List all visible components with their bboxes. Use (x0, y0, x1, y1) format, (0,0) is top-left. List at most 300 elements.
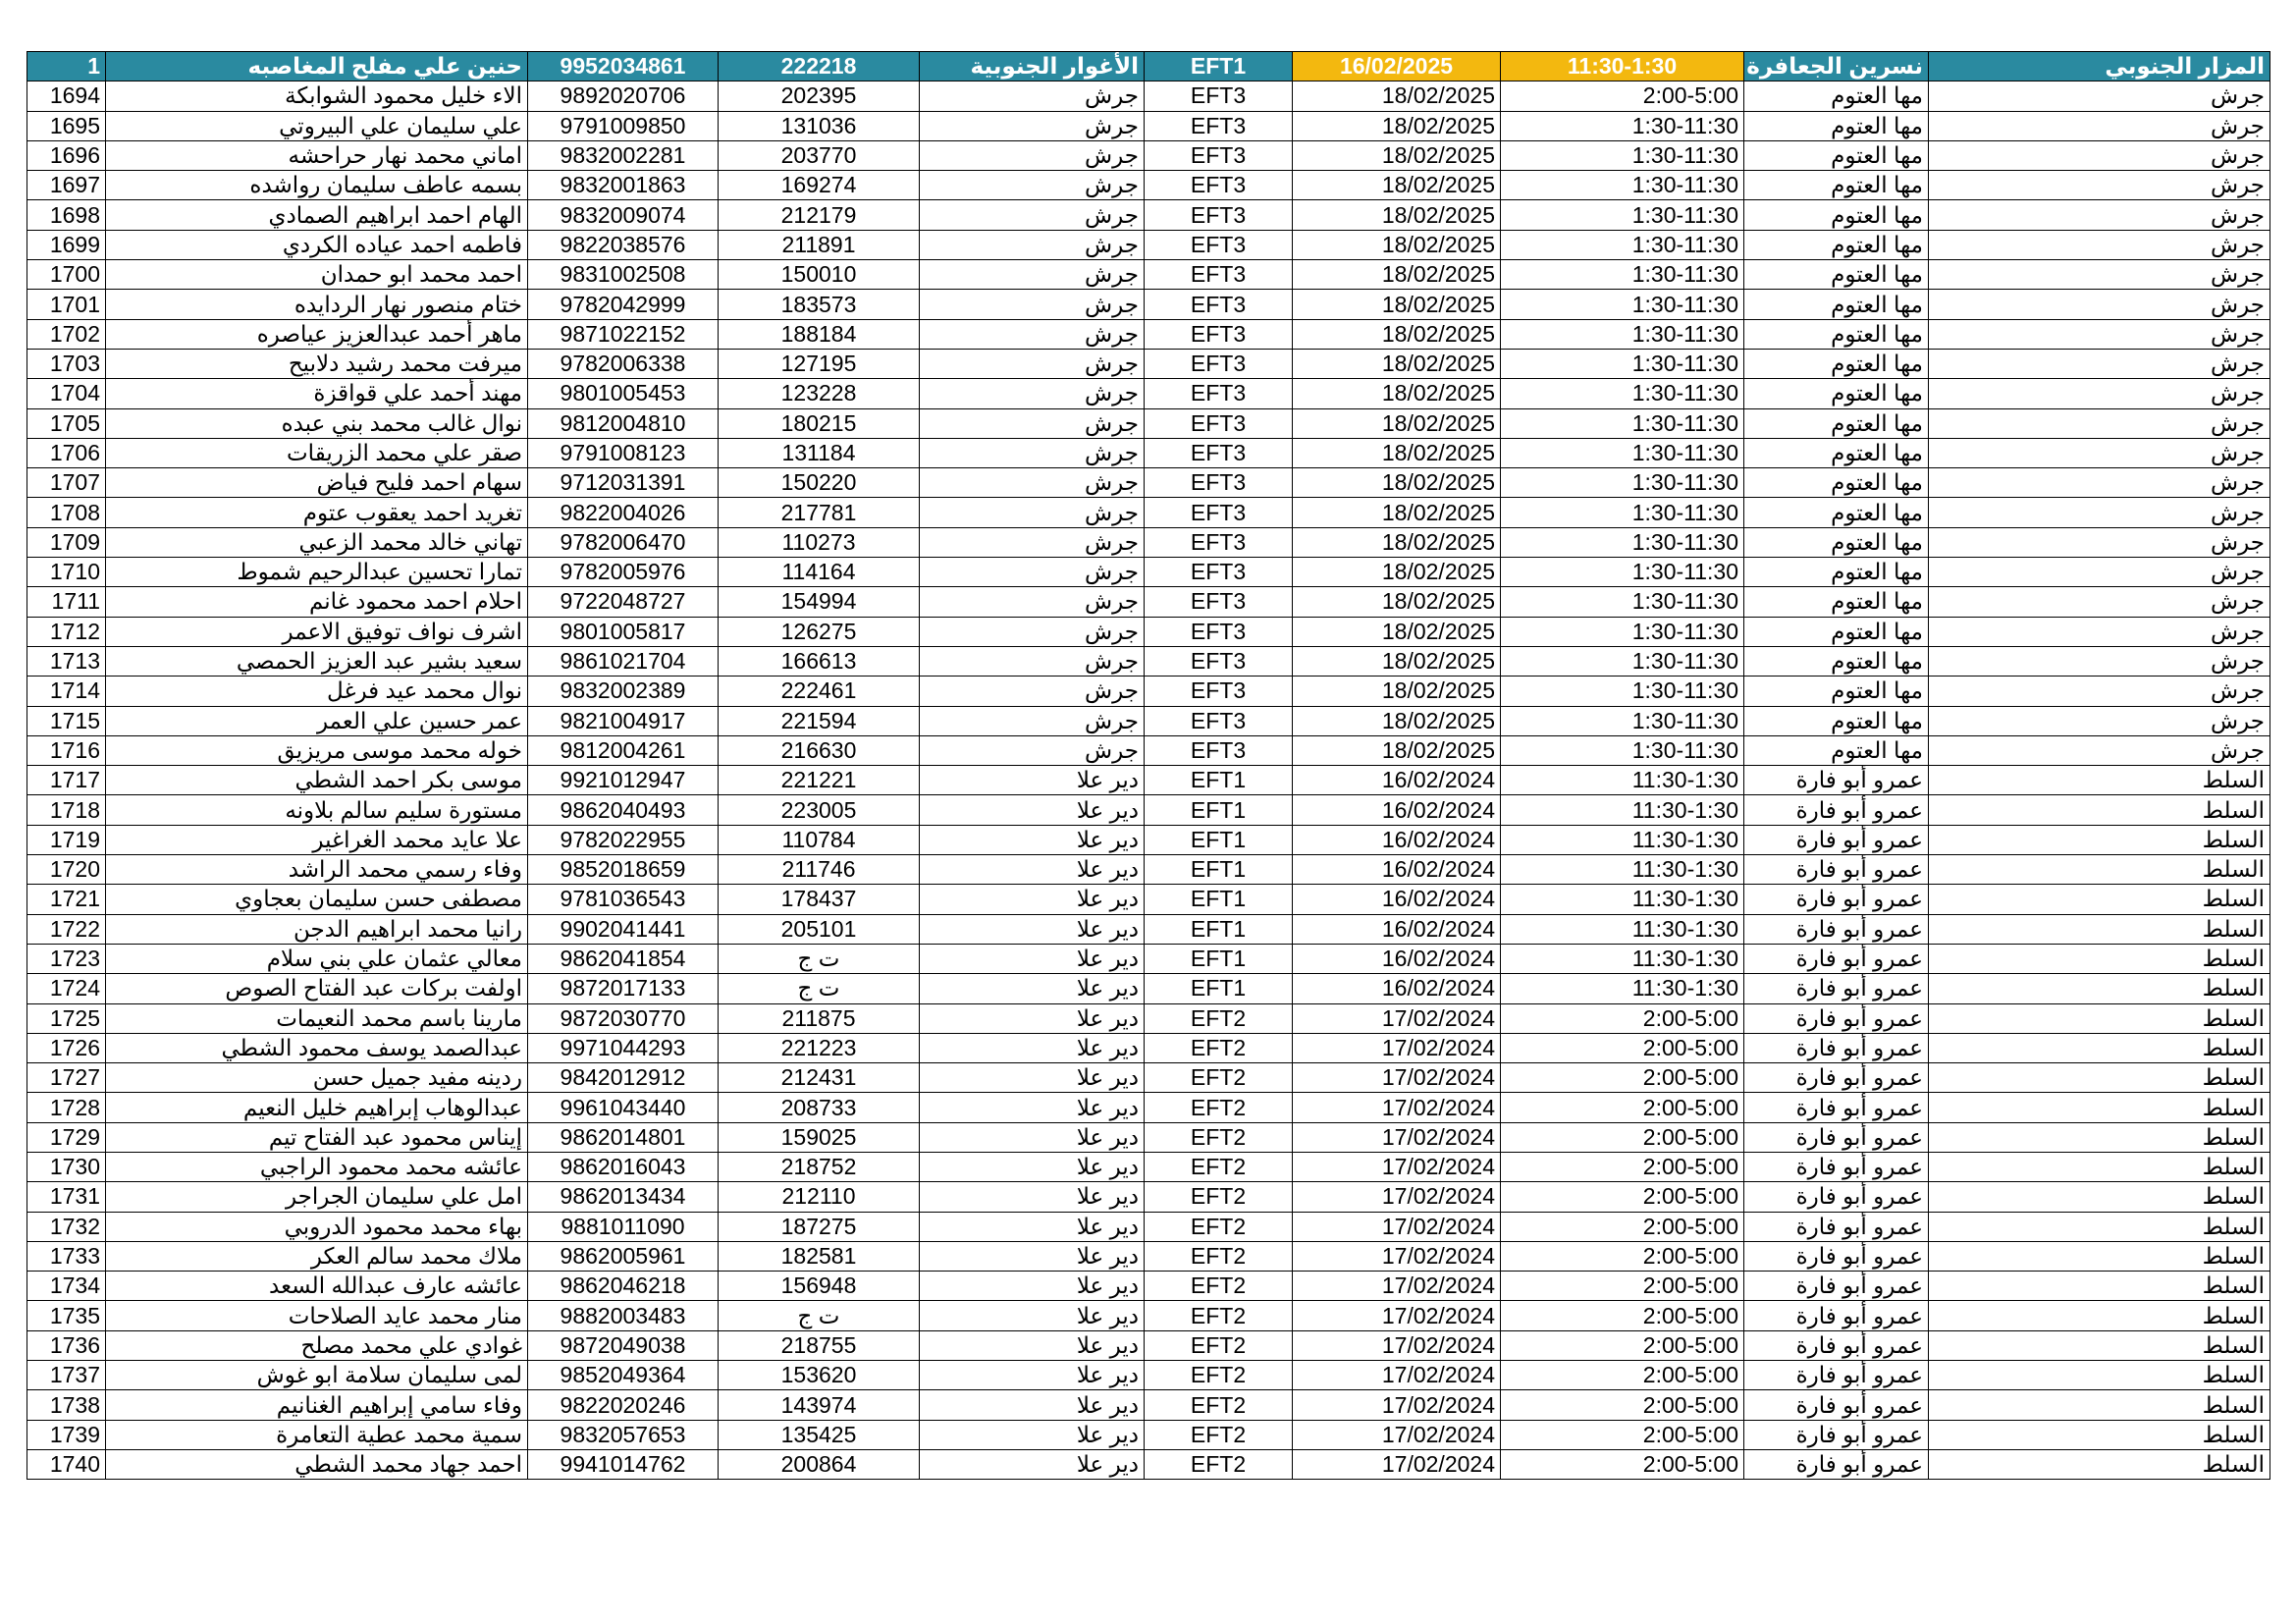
cell-national-id: 9862005961 (528, 1241, 719, 1271)
cell-center: جرش (920, 587, 1145, 617)
cell-national-id: 9722048727 (528, 587, 719, 617)
cell-national-id: 9842012912 (528, 1063, 719, 1093)
cell-date: 17/02/2024 (1293, 1420, 1501, 1449)
header-date: 16/02/2025 (1293, 52, 1501, 81)
cell-time: 11:30-1:30 (1501, 885, 1744, 914)
table-row (27, 379, 2270, 408)
cell-session: EFT2 (1145, 1033, 1293, 1062)
cell-num: 1728 (27, 1093, 106, 1122)
cell-code: 150010 (719, 260, 920, 290)
cell-region: جرش (1929, 408, 2270, 438)
cell-supervisor: عمرو أبو فارة (1744, 885, 1929, 914)
cell-region: السلط (1929, 1003, 2270, 1033)
cell-center: جرش (920, 319, 1145, 349)
cell-time: 1:30-11:30 (1501, 558, 1744, 587)
cell-date: 17/02/2024 (1293, 1301, 1501, 1330)
table-row (27, 677, 2270, 706)
table-row (27, 1390, 2270, 1420)
cell-region: السلط (1929, 766, 2270, 795)
cell-session: EFT2 (1145, 1122, 1293, 1152)
cell-name: فاطمه احمد عياده الكردي (106, 230, 528, 259)
cell-name: عمر حسين علي العمر (106, 706, 528, 735)
cell-session: EFT1 (1145, 885, 1293, 914)
cell-date: 17/02/2024 (1293, 1241, 1501, 1271)
cell-time: 2:00-5:00 (1501, 1182, 1744, 1212)
table-row (27, 1212, 2270, 1241)
cell-session: EFT2 (1145, 1152, 1293, 1181)
cell-session: EFT2 (1145, 1182, 1293, 1212)
cell-supervisor: عمرو أبو فارة (1744, 1212, 1929, 1241)
cell-region: السلط (1929, 855, 2270, 885)
cell-national-id: 9881011090 (528, 1212, 719, 1241)
cell-date: 17/02/2024 (1293, 1063, 1501, 1093)
header-time: 11:30-1:30 (1501, 52, 1744, 81)
cell-code: 169274 (719, 171, 920, 200)
cell-region: السلط (1929, 1420, 2270, 1449)
cell-supervisor: عمرو أبو فارة (1744, 1122, 1929, 1152)
cell-num: 1699 (27, 230, 106, 259)
cell-date: 17/02/2024 (1293, 1182, 1501, 1212)
cell-code: ت ج (719, 944, 920, 973)
cell-supervisor: عمرو أبو فارة (1744, 1361, 1929, 1390)
table-row (27, 81, 2270, 111)
cell-session: EFT3 (1145, 735, 1293, 765)
cell-date: 16/02/2024 (1293, 944, 1501, 973)
cell-center: دير علا (920, 766, 1145, 795)
cell-supervisor: عمرو أبو فارة (1744, 914, 1929, 944)
cell-date: 18/02/2025 (1293, 677, 1501, 706)
header-national-id: 9952034861 (528, 52, 719, 81)
cell-session: EFT2 (1145, 1241, 1293, 1271)
cell-time: 11:30-1:30 (1501, 795, 1744, 825)
cell-name: ميرفت محمد رشيد دلابيح (106, 349, 528, 378)
cell-region: جرش (1929, 646, 2270, 676)
table-row (27, 1152, 2270, 1181)
roster-table (27, 51, 2270, 1480)
cell-num: 1711 (27, 587, 106, 617)
cell-center: دير علا (920, 944, 1145, 973)
cell-name: عبدالصمد يوسف محمود الشطي (106, 1033, 528, 1062)
cell-supervisor: مها العتوم (1744, 558, 1929, 587)
cell-region: جرش (1929, 438, 2270, 467)
cell-time: 2:00-5:00 (1501, 1063, 1744, 1093)
cell-date: 17/02/2024 (1293, 1361, 1501, 1390)
table-row (27, 200, 2270, 230)
table-row (27, 825, 2270, 854)
cell-date: 16/02/2024 (1293, 885, 1501, 914)
cell-name: مصطفى حسن سليمان بعجاوي (106, 885, 528, 914)
cell-region: السلط (1929, 1122, 2270, 1152)
cell-time: 1:30-11:30 (1501, 200, 1744, 230)
cell-center: جرش (920, 438, 1145, 467)
cell-supervisor: عمرو أبو فارة (1744, 1301, 1929, 1330)
cell-national-id: 9782006470 (528, 527, 719, 557)
cell-session: EFT2 (1145, 1449, 1293, 1479)
cell-supervisor: عمرو أبو فارة (1744, 1420, 1929, 1449)
cell-date: 17/02/2024 (1293, 1152, 1501, 1181)
cell-national-id: 9862040493 (528, 795, 719, 825)
cell-name: غوادي علي محمد مصلح (106, 1330, 528, 1360)
cell-num: 1708 (27, 498, 106, 527)
cell-national-id: 9831002508 (528, 260, 719, 290)
table-row (27, 1033, 2270, 1062)
cell-time: 1:30-11:30 (1501, 527, 1744, 557)
cell-num: 1723 (27, 944, 106, 973)
table-row (27, 290, 2270, 319)
cell-num: 1724 (27, 974, 106, 1003)
cell-num: 1717 (27, 766, 106, 795)
cell-code: 211875 (719, 1003, 920, 1033)
cell-center: جرش (920, 111, 1145, 140)
cell-date: 16/02/2024 (1293, 855, 1501, 885)
cell-time: 1:30-11:30 (1501, 349, 1744, 378)
cell-supervisor: مها العتوم (1744, 587, 1929, 617)
cell-region: السلط (1929, 1033, 2270, 1062)
cell-date: 18/02/2025 (1293, 408, 1501, 438)
cell-session: EFT3 (1145, 111, 1293, 140)
cell-time: 11:30-1:30 (1501, 825, 1744, 854)
cell-supervisor: مها العتوم (1744, 408, 1929, 438)
cell-region: جرش (1929, 498, 2270, 527)
cell-date: 18/02/2025 (1293, 498, 1501, 527)
cell-time: 11:30-1:30 (1501, 766, 1744, 795)
cell-code: 211746 (719, 855, 920, 885)
table-row (27, 944, 2270, 973)
cell-num: 1736 (27, 1330, 106, 1360)
cell-code: 212110 (719, 1182, 920, 1212)
cell-num: 1715 (27, 706, 106, 735)
cell-name: ماهر أحمد عبدالعزيز عياصره (106, 319, 528, 349)
cell-date: 18/02/2025 (1293, 171, 1501, 200)
cell-session: EFT2 (1145, 1212, 1293, 1241)
cell-center: جرش (920, 81, 1145, 111)
cell-center: دير علا (920, 1301, 1145, 1330)
cell-region: جرش (1929, 319, 2270, 349)
cell-time: 1:30-11:30 (1501, 587, 1744, 617)
cell-date: 18/02/2025 (1293, 468, 1501, 498)
cell-national-id: 9871022152 (528, 319, 719, 349)
table-row (27, 1063, 2270, 1093)
table-row (27, 1449, 2270, 1479)
cell-num: 1721 (27, 885, 106, 914)
cell-national-id: 9861021704 (528, 646, 719, 676)
cell-national-id: 9872017133 (528, 974, 719, 1003)
cell-time: 1:30-11:30 (1501, 230, 1744, 259)
cell-session: EFT1 (1145, 944, 1293, 973)
cell-name: رانيا محمد ابراهيم الدجن (106, 914, 528, 944)
cell-center: جرش (920, 527, 1145, 557)
cell-date: 17/02/2024 (1293, 1122, 1501, 1152)
cell-name: صقر علي محمد الزريقات (106, 438, 528, 467)
cell-name: مهند أحمد علي قواقزة (106, 379, 528, 408)
cell-center: دير علا (920, 1093, 1145, 1122)
cell-center: جرش (920, 349, 1145, 378)
cell-code: 131036 (719, 111, 920, 140)
cell-time: 1:30-11:30 (1501, 319, 1744, 349)
cell-region: السلط (1929, 1212, 2270, 1241)
cell-num: 1712 (27, 617, 106, 646)
cell-supervisor: مها العتوم (1744, 260, 1929, 290)
cell-supervisor: عمرو أبو فارة (1744, 974, 1929, 1003)
cell-supervisor: مها العتوم (1744, 646, 1929, 676)
cell-name: خوله محمد موسى مريزيق (106, 735, 528, 765)
cell-time: 1:30-11:30 (1501, 111, 1744, 140)
cell-num: 1696 (27, 140, 106, 170)
cell-code: 211891 (719, 230, 920, 259)
table-row (27, 587, 2270, 617)
cell-supervisor: عمرو أبو فارة (1744, 1003, 1929, 1033)
cell-national-id: 9832002389 (528, 677, 719, 706)
cell-region: السلط (1929, 1390, 2270, 1420)
cell-national-id: 9862041854 (528, 944, 719, 973)
table-row (27, 1272, 2270, 1301)
cell-region: جرش (1929, 260, 2270, 290)
cell-region: السلط (1929, 1330, 2270, 1360)
cell-date: 18/02/2025 (1293, 230, 1501, 259)
cell-code: 217781 (719, 498, 920, 527)
cell-code: 178437 (719, 885, 920, 914)
cell-supervisor: مها العتوم (1744, 349, 1929, 378)
cell-code: 188184 (719, 319, 920, 349)
cell-center: دير علا (920, 1063, 1145, 1093)
cell-code: 221221 (719, 766, 920, 795)
cell-national-id: 9782006338 (528, 349, 719, 378)
cell-center: دير علا (920, 914, 1145, 944)
cell-date: 18/02/2025 (1293, 379, 1501, 408)
table-row (27, 438, 2270, 467)
cell-center: دير علا (920, 855, 1145, 885)
cell-center: دير علا (920, 974, 1145, 1003)
cell-region: جرش (1929, 171, 2270, 200)
cell-session: EFT3 (1145, 171, 1293, 200)
cell-time: 1:30-11:30 (1501, 498, 1744, 527)
table-row (27, 111, 2270, 140)
cell-date: 18/02/2025 (1293, 646, 1501, 676)
table-row (27, 735, 2270, 765)
cell-name: تمارا تحسين عبدالرحيم شموط (106, 558, 528, 587)
cell-date: 18/02/2025 (1293, 111, 1501, 140)
cell-code: 123228 (719, 379, 920, 408)
cell-num: 1706 (27, 438, 106, 467)
cell-session: EFT3 (1145, 230, 1293, 259)
cell-supervisor: مها العتوم (1744, 140, 1929, 170)
cell-session: EFT3 (1145, 290, 1293, 319)
cell-center: دير علا (920, 1241, 1145, 1271)
cell-name: لمى سليمان سلامة ابو غوش (106, 1361, 528, 1390)
cell-session: EFT3 (1145, 498, 1293, 527)
cell-center: جرش (920, 468, 1145, 498)
cell-num: 1716 (27, 735, 106, 765)
cell-supervisor: مها العتوم (1744, 468, 1929, 498)
cell-num: 1725 (27, 1003, 106, 1033)
cell-region: جرش (1929, 111, 2270, 140)
cell-code: 182581 (719, 1241, 920, 1271)
cell-code: 222461 (719, 677, 920, 706)
table-row (27, 319, 2270, 349)
cell-national-id: 9971044293 (528, 1033, 719, 1062)
cell-date: 17/02/2024 (1293, 1272, 1501, 1301)
cell-time: 11:30-1:30 (1501, 855, 1744, 885)
cell-session: EFT3 (1145, 349, 1293, 378)
cell-center: دير علا (920, 1122, 1145, 1152)
cell-date: 18/02/2025 (1293, 200, 1501, 230)
header-session: EFT1 (1145, 52, 1293, 81)
cell-name: ختام منصور نهار الردايده (106, 290, 528, 319)
cell-name: تهاني خالد محمد الزعبي (106, 527, 528, 557)
cell-national-id: 9791008123 (528, 438, 719, 467)
cell-code: 183573 (719, 290, 920, 319)
cell-center: دير علا (920, 795, 1145, 825)
cell-national-id: 9812004810 (528, 408, 719, 438)
cell-time: 1:30-11:30 (1501, 408, 1744, 438)
cell-supervisor: عمرو أبو فارة (1744, 1330, 1929, 1360)
cell-name: احمد جهاد محمد الشطي (106, 1449, 528, 1479)
cell-num: 1737 (27, 1361, 106, 1390)
cell-session: EFT3 (1145, 81, 1293, 111)
cell-center: جرش (920, 646, 1145, 676)
table-row (27, 974, 2270, 1003)
cell-code: ت ج (719, 974, 920, 1003)
cell-national-id: 9862046218 (528, 1272, 719, 1301)
cell-center: دير علا (920, 1361, 1145, 1390)
cell-code: 187275 (719, 1212, 920, 1241)
cell-center: جرش (920, 171, 1145, 200)
cell-region: السلط (1929, 1182, 2270, 1212)
cell-center: جرش (920, 140, 1145, 170)
cell-time: 2:00-5:00 (1501, 1301, 1744, 1330)
cell-supervisor: مها العتوم (1744, 111, 1929, 140)
cell-code: 212431 (719, 1063, 920, 1093)
cell-time: 2:00-5:00 (1501, 1152, 1744, 1181)
cell-national-id: 9822038576 (528, 230, 719, 259)
cell-session: EFT2 (1145, 1390, 1293, 1420)
cell-supervisor: عمرو أبو فارة (1744, 1063, 1929, 1093)
cell-num: 1702 (27, 319, 106, 349)
cell-supervisor: مها العتوم (1744, 230, 1929, 259)
cell-supervisor: مها العتوم (1744, 319, 1929, 349)
cell-center: دير علا (920, 1003, 1145, 1033)
cell-name: بسمه عاطف سليمان رواشده (106, 171, 528, 200)
cell-region: جرش (1929, 140, 2270, 170)
cell-name: اولفت بركات عبد الفتاح الصوص (106, 974, 528, 1003)
cell-name: موسى بكر احمد الشطي (106, 766, 528, 795)
cell-date: 18/02/2025 (1293, 587, 1501, 617)
cell-region: السلط (1929, 1272, 2270, 1301)
cell-time: 11:30-1:30 (1501, 974, 1744, 1003)
cell-national-id: 9801005453 (528, 379, 719, 408)
cell-region: جرش (1929, 230, 2270, 259)
cell-time: 1:30-11:30 (1501, 140, 1744, 170)
cell-time: 2:00-5:00 (1501, 1330, 1744, 1360)
cell-national-id: 9782042999 (528, 290, 719, 319)
cell-national-id: 9832001863 (528, 171, 719, 200)
cell-num: 1739 (27, 1420, 106, 1449)
table-row (27, 1093, 2270, 1122)
cell-session: EFT2 (1145, 1272, 1293, 1301)
cell-date: 16/02/2024 (1293, 914, 1501, 944)
cell-num: 1738 (27, 1390, 106, 1420)
cell-name: عائشه محمد محمود الراجبي (106, 1152, 528, 1181)
cell-code: 218752 (719, 1152, 920, 1181)
cell-date: 17/02/2024 (1293, 1003, 1501, 1033)
cell-name: الهام احمد ابراهيم الصمادي (106, 200, 528, 230)
cell-date: 18/02/2025 (1293, 617, 1501, 646)
cell-num: 1713 (27, 646, 106, 676)
cell-region: جرش (1929, 468, 2270, 498)
cell-national-id: 9822004026 (528, 498, 719, 527)
cell-code: 127195 (719, 349, 920, 378)
cell-name: احلام احمد محمود غانم (106, 587, 528, 617)
cell-date: 18/02/2025 (1293, 140, 1501, 170)
cell-national-id: 9821004917 (528, 706, 719, 735)
cell-national-id: 9941014762 (528, 1449, 719, 1479)
cell-region: السلط (1929, 1063, 2270, 1093)
cell-supervisor: عمرو أبو فارة (1744, 944, 1929, 973)
cell-supervisor: مها العتوم (1744, 379, 1929, 408)
cell-supervisor: عمرو أبو فارة (1744, 1182, 1929, 1212)
cell-time: 2:00-5:00 (1501, 1361, 1744, 1390)
cell-national-id: 9862016043 (528, 1152, 719, 1181)
cell-session: EFT3 (1145, 558, 1293, 587)
cell-region: السلط (1929, 1361, 2270, 1390)
cell-date: 18/02/2025 (1293, 81, 1501, 111)
cell-supervisor: عمرو أبو فارة (1744, 1241, 1929, 1271)
cell-region: جرش (1929, 677, 2270, 706)
cell-region: السلط (1929, 885, 2270, 914)
table-row (27, 1241, 2270, 1271)
cell-time: 1:30-11:30 (1501, 438, 1744, 467)
cell-national-id: 9822020246 (528, 1390, 719, 1420)
cell-name: سمية محمد عطية التعامرة (106, 1420, 528, 1449)
cell-region: جرش (1929, 735, 2270, 765)
cell-code: 135425 (719, 1420, 920, 1449)
cell-num: 1709 (27, 527, 106, 557)
cell-national-id: 9712031391 (528, 468, 719, 498)
cell-num: 1694 (27, 81, 106, 111)
cell-name: تغريد احمد يعقوب عتوم (106, 498, 528, 527)
cell-center: دير علا (920, 885, 1145, 914)
cell-supervisor: مها العتوم (1744, 677, 1929, 706)
cell-supervisor: عمرو أبو فارة (1744, 1449, 1929, 1479)
table-row (27, 885, 2270, 914)
cell-session: EFT3 (1145, 706, 1293, 735)
cell-code: 110784 (719, 825, 920, 854)
cell-code: 208733 (719, 1093, 920, 1122)
cell-code: 203770 (719, 140, 920, 170)
cell-num: 1726 (27, 1033, 106, 1062)
cell-region: جرش (1929, 617, 2270, 646)
cell-region: جرش (1929, 290, 2270, 319)
cell-name: سعيد بشير عبد العزيز الحمصي (106, 646, 528, 676)
cell-region: جرش (1929, 587, 2270, 617)
cell-code: ت ج (719, 1301, 920, 1330)
cell-num: 1722 (27, 914, 106, 944)
cell-time: 1:30-11:30 (1501, 379, 1744, 408)
cell-code: 110273 (719, 527, 920, 557)
cell-time: 2:00-5:00 (1501, 1003, 1744, 1033)
cell-session: EFT3 (1145, 617, 1293, 646)
cell-national-id: 9781036543 (528, 885, 719, 914)
cell-name: عائشه عارف عبدالله السعد (106, 1272, 528, 1301)
cell-region: السلط (1929, 1093, 2270, 1122)
cell-region: السلط (1929, 1449, 2270, 1479)
table-row (27, 408, 2270, 438)
cell-name: وفاء سامي إبراهيم الغنانيم (106, 1390, 528, 1420)
cell-name: مستورة سليم سالم بلاونه (106, 795, 528, 825)
cell-center: دير علا (920, 1449, 1145, 1479)
cell-date: 16/02/2024 (1293, 974, 1501, 1003)
cell-supervisor: مها العتوم (1744, 171, 1929, 200)
